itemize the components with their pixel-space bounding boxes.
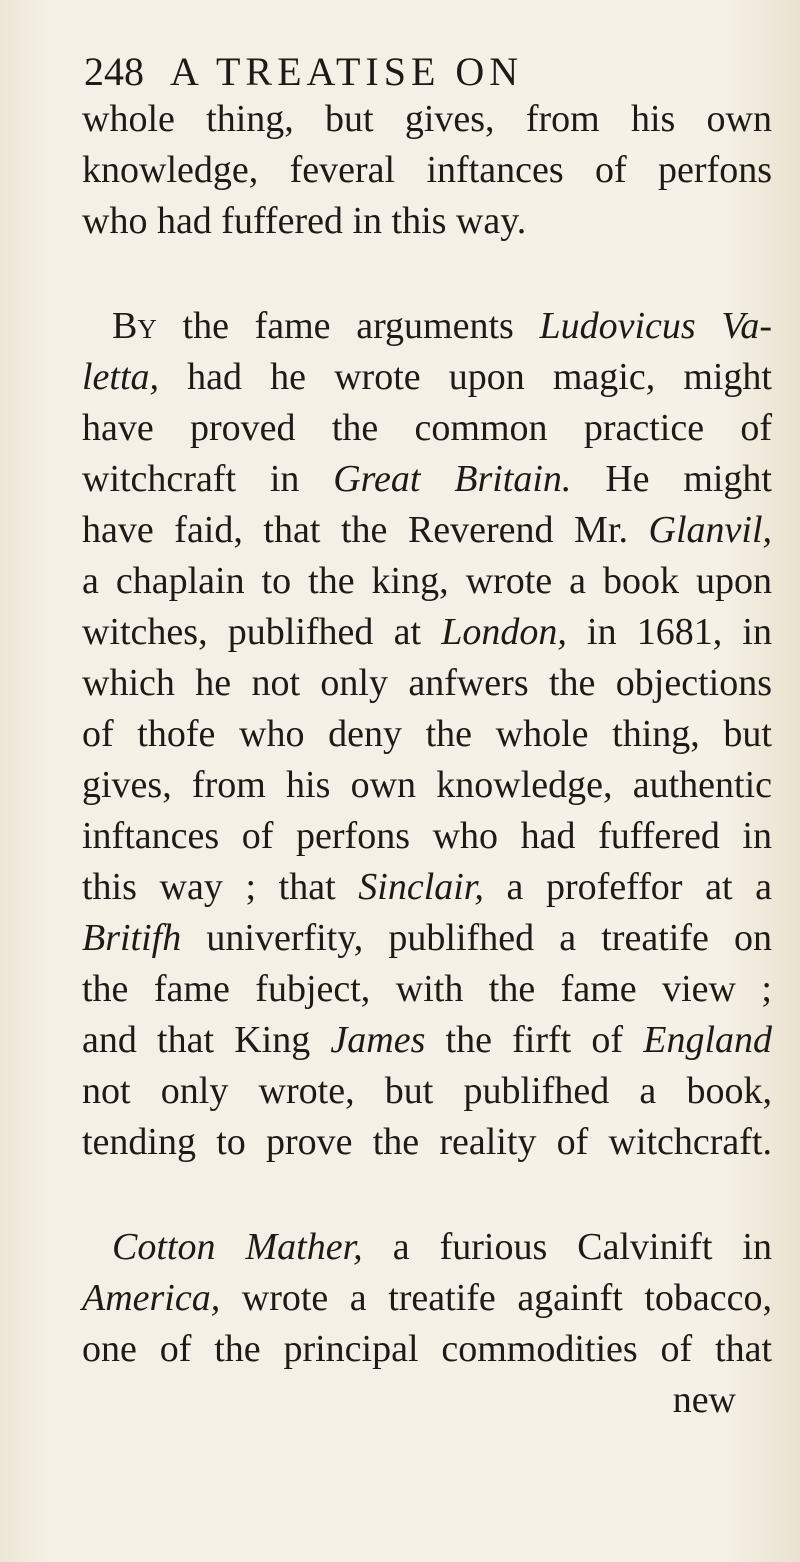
text-line: and that King James the firft of England <box>82 1019 773 1061</box>
text-line: knowledge, feveral inftances of perfons <box>82 149 772 191</box>
text-line: tending to prove the reality of witchcraft. <box>82 1121 772 1163</box>
paragraph-3 <box>82 1222 772 1426</box>
text-line: America, wrote a treatife againft tobacco, <box>82 1277 772 1319</box>
text-line: letta, had he wrote upon magic, might <box>82 356 772 398</box>
text-line: whole thing, but gives, from his own <box>82 98 772 140</box>
text-line: Cotton Mather, a furious Calvinift in <box>112 1226 772 1268</box>
paragraph-2 <box>82 301 772 1168</box>
text-line: the fame fubject, with the fame view ; <box>82 968 772 1010</box>
running-title: A TREATISE ON <box>170 49 524 94</box>
catchword: new <box>672 1379 736 1421</box>
text-line: have faid, that the Reverend Mr. Glanvil, <box>82 509 772 551</box>
page-number: 248 <box>84 49 144 94</box>
text-line: of thofe who deny the whole thing, but <box>82 713 772 755</box>
text-line: By the fame arguments Ludovicus Va- <box>112 305 772 347</box>
text-line: have proved the common practice of <box>82 407 772 449</box>
text-line: inftances of perfons who had fuffered in <box>82 815 772 857</box>
text-line: this way ; that Sinclair, a profeffor at a <box>82 866 772 908</box>
paragraph-1 <box>82 94 772 247</box>
text-line: not only wrote, but publifhed a book, <box>82 1070 772 1112</box>
text-line: who had fuffered in this way. <box>82 200 527 242</box>
text-line: which he not only anfwers the objections <box>82 662 772 704</box>
text-line: a chaplain to the king, wrote a book upon <box>82 560 772 602</box>
text-line: one of the principal commodities of that <box>82 1328 772 1370</box>
text-line: witches, publifhed at London, in 1681, in <box>82 611 772 653</box>
text-line: witchcraft in Great Britain. He might <box>82 458 772 500</box>
text-line: gives, from his own knowledge, authentic <box>82 764 772 806</box>
body-text <box>82 94 772 1426</box>
running-header <box>84 42 724 102</box>
text-line: Britifh univerfity, publifhed a treatife on <box>82 917 772 959</box>
